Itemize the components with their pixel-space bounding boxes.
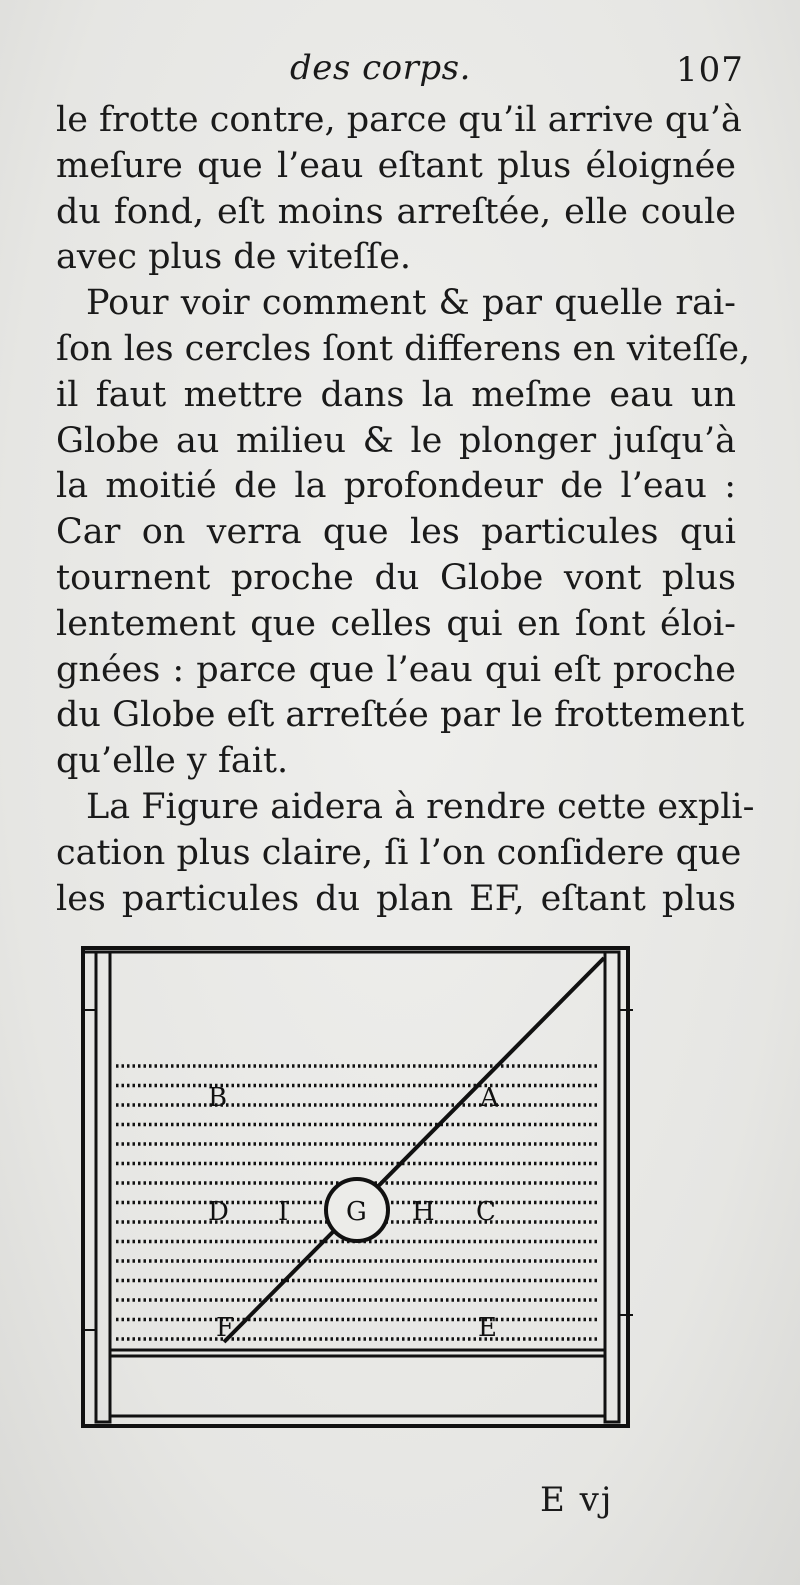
- figure-diagram: [80, 940, 650, 1440]
- text-line: avec plus de viteſſe.: [56, 237, 412, 278]
- text-line: meſure que l’eau eſtant plus éloignée: [56, 145, 736, 186]
- running-title: des corps.: [290, 48, 471, 88]
- page-number: 107: [676, 50, 744, 90]
- text-line: Globe au milieu & le plonger juſqu’à: [56, 420, 736, 461]
- text-line: ſon les cercles ſont differens en viteſſe,: [56, 328, 751, 369]
- text-line: les particules du plan EF, eſtant plus: [56, 878, 736, 919]
- label-D: D: [208, 1197, 229, 1227]
- signature-mark: E vj: [540, 1480, 614, 1520]
- body-text: [56, 98, 755, 922]
- running-head: [0, 48, 800, 100]
- globe-in-water-figure: [80, 940, 650, 1440]
- label-F: F: [216, 1313, 235, 1343]
- text-line: La Figure aidera à rendre cette expli-: [86, 786, 755, 827]
- text-line: gnées : parce que l’eau qui eſt proche: [56, 649, 736, 690]
- label-G: G: [346, 1197, 367, 1227]
- label-H: H: [412, 1197, 435, 1227]
- label-I: I: [278, 1197, 289, 1227]
- text-line: du Globe eſt arreſtée par le frottement: [56, 695, 745, 736]
- text-line: cation plus claire, ſi l’on conſidere que: [56, 832, 742, 873]
- text-line: Car on verra que les particules qui: [56, 512, 736, 553]
- label-A: A: [480, 1083, 499, 1113]
- vessel-base: [110, 1356, 605, 1416]
- text-line: Pour voir comment & par quelle rai-: [86, 283, 736, 324]
- text-line: le frotte contre, parce qu’il arrive qu’à: [56, 100, 742, 140]
- label-C: C: [476, 1197, 496, 1227]
- text-line: la moitié de la profondeur de l’eau :: [56, 466, 736, 507]
- text-line: tournent proche du Globe vont plus: [56, 557, 736, 598]
- text-line: lentement que celles qui en ſont éloi-: [56, 603, 736, 644]
- text-line: qu’elle y fait.: [56, 741, 289, 782]
- left-wall: [96, 952, 110, 1422]
- text-line: il faut mettre dans la meſme eau un: [56, 374, 736, 415]
- right-wall: [605, 952, 619, 1422]
- label-B: B: [208, 1083, 228, 1113]
- diagonal-line: [224, 958, 604, 1342]
- label-E: E: [478, 1313, 497, 1343]
- text-line: du fond, eſt moins arreſtée, elle coule: [56, 191, 736, 232]
- water-vessel: [110, 952, 605, 1350]
